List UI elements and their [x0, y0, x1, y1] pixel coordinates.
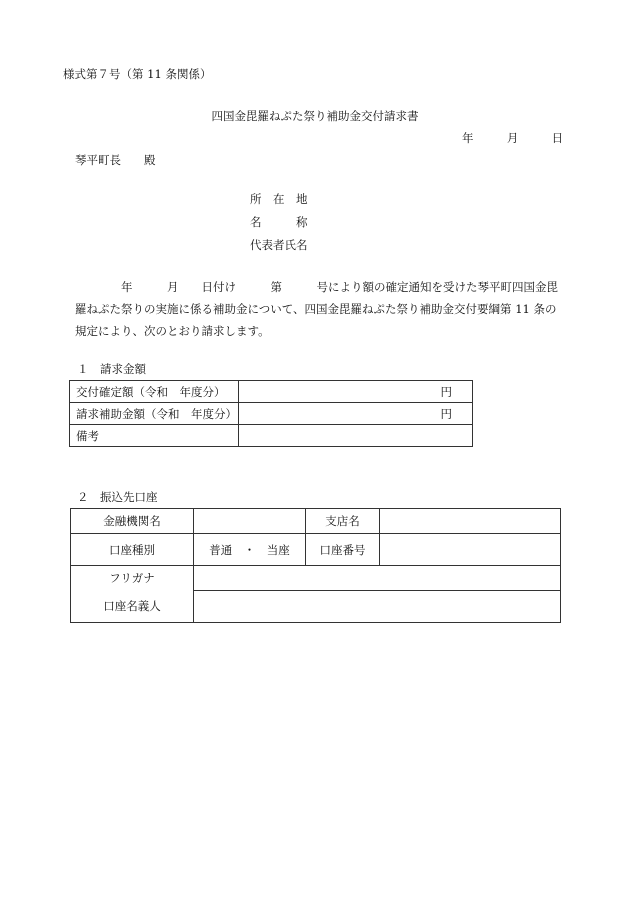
account-type-label: 口座種別: [71, 534, 194, 566]
date-line: [462, 130, 563, 146]
branch-field[interactable]: [380, 509, 561, 534]
remarks-field[interactable]: [239, 425, 473, 447]
claim-amount-field[interactable]: 円: [239, 403, 473, 425]
bank-account-table: [70, 508, 561, 623]
account-holder-field[interactable]: [194, 591, 561, 623]
account-number-field[interactable]: [380, 534, 561, 566]
bank-name-label: 金融機関名: [71, 509, 194, 534]
confirmed-amount-field[interactable]: 円: [239, 381, 473, 403]
furigana-label: フリガナ: [71, 566, 194, 591]
name-label: 名 称: [250, 215, 308, 229]
claim-amount-label: 請求補助金額（令和 年度分）: [70, 403, 239, 425]
furigana-field[interactable]: [194, 566, 561, 591]
section-1-heading: １ 請求金額: [77, 362, 146, 376]
table-row: [70, 425, 473, 447]
form-number: 様式第７号（第 11 条関係）: [63, 67, 212, 81]
remarks-label: 備考: [70, 425, 239, 447]
document-title: 四国金毘羅ねぷた祭り補助金交付請求書: [211, 109, 419, 123]
table-row: [70, 381, 473, 403]
section-2-heading: ２ 振込先口座: [77, 490, 158, 504]
date-month-label: 月: [506, 131, 519, 145]
branch-label: 支店名: [306, 509, 380, 534]
date-year-label: 年: [462, 131, 474, 145]
bank-name-field[interactable]: [194, 509, 306, 534]
table-row: [71, 509, 561, 534]
address-label: 所 在 地: [250, 192, 308, 206]
table-row: [71, 566, 561, 591]
claim-amount-table: [69, 380, 473, 447]
confirmed-amount-label: 交付確定額（令和 年度分）: [70, 381, 239, 403]
table-row: [70, 403, 473, 425]
account-holder-label: 口座名義人: [71, 591, 194, 623]
representative-label: 代表者氏名: [250, 238, 308, 252]
applicant-block: [250, 192, 308, 261]
table-row: [71, 591, 561, 623]
request-body-text: 年 月 日付け 第 号により額の確定通知を受けた琴平町四国金毘羅ねぷた祭りの実施に係る補助金について、四国金毘羅ねぷた祭り補助金交付要綱第 11 条の規定により、次のとおり請求します。: [75, 280, 558, 338]
addressee: 琴平町長 殿: [75, 153, 156, 167]
account-number-label: 口座番号: [306, 534, 380, 566]
account-type-options[interactable]: 普通 ・ 当座: [194, 534, 306, 566]
date-day-label: 日: [551, 131, 564, 145]
table-row: [71, 534, 561, 566]
